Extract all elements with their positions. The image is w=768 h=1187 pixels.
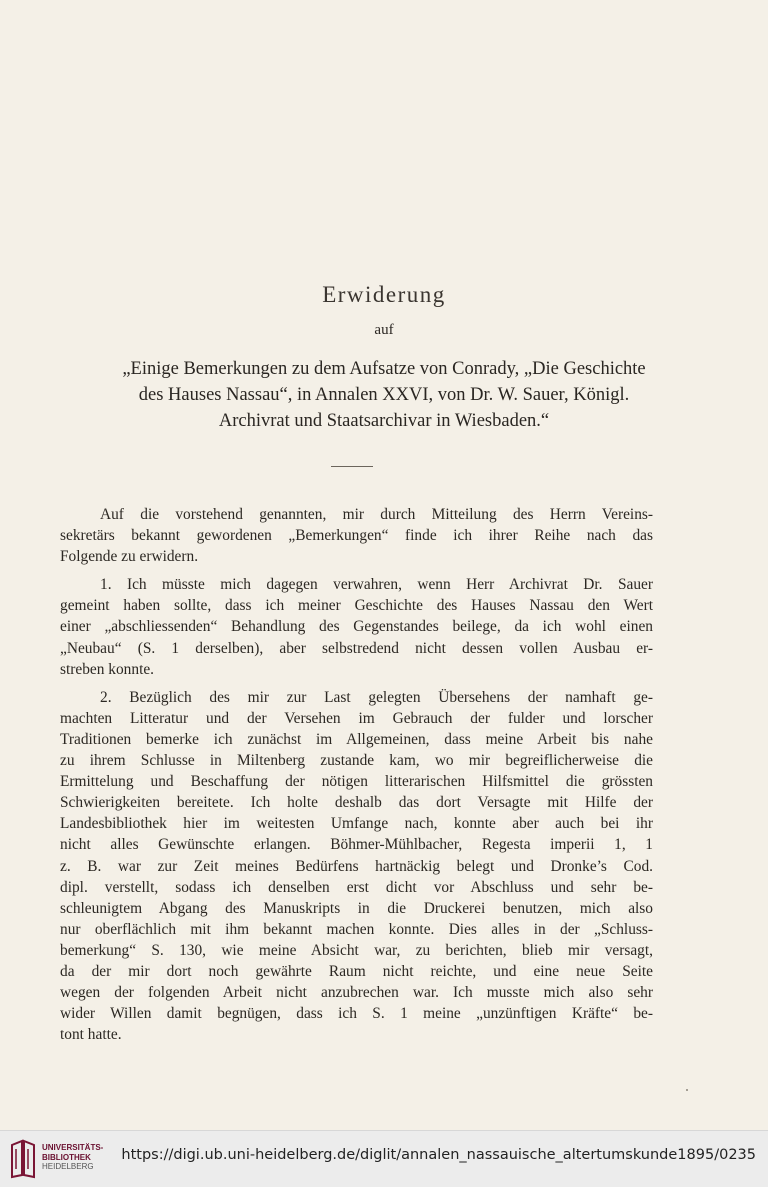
paragraph-intro (60, 504, 653, 567)
text-line: Folgende zu erwidern. (60, 548, 199, 566)
text-line: sekretärs bekannt gewordenen „Bemerkungen“ finde ich ihrer Reihe nach das (60, 527, 653, 545)
text-line: wegen der folgenden Arbeit nicht anzubrechen war. Ich musste mich also sehr (60, 984, 653, 1002)
text-line: wider Willen damit begnügen, dass ich S. 1 meine „unzünftigen Kräfte“ be- (60, 1005, 653, 1023)
body-text (60, 504, 653, 1052)
paper-speck (686, 1089, 688, 1091)
subtitle: auf (374, 322, 394, 338)
text-line: zu ihrem Schlusse in Miltenberg zustande kam, wo mir begreiflicherweise die (60, 752, 653, 770)
text-line: 1. Ich müsste mich dagegen verwahren, wenn Herr Archivrat Dr. Sauer (100, 576, 653, 594)
heading-line: Archivrat und Staatsarchivar in Wiesbaden.“ (218, 411, 550, 431)
text-line: schleunigtem Abgang des Manuskripts in die Druckerei benutzen, mich also (60, 899, 653, 917)
text-line: machten Litteratur und der Versehen im Gebrauch der fulder und lorscher (60, 709, 653, 727)
paragraph-2 (60, 687, 653, 1046)
text-line: einer „abschliessenden“ Behandlung des Gegenstandes beilege, da ich wohl einen (60, 618, 653, 636)
text-line: streben konnte. (60, 660, 155, 678)
source-url-link[interactable]: https://digi.ub.uni-heidelberg.de/diglit/annalen_nassauische_altertumskunde1895/0235 (121, 1147, 756, 1163)
text-line: bemerkung“ S. 130, wie meine Absicht war, zu berichten, blieb mir versagt, (60, 941, 653, 959)
text-line: Ermittelung und Beschaffung der nötigen litterarischen Hilfsmittel die grössten (60, 773, 653, 791)
heading-line: des Hauses Nassau“, in Annalen XXVI, von Dr. W. Sauer, Königl. (138, 385, 630, 405)
library-name-line: UNIVERSITÄTS- (42, 1143, 104, 1152)
page-title: Erwiderung (322, 282, 446, 307)
text-line: gemeint haben sollte, dass ich meiner Geschichte des Hauses Nassau den Wert (60, 597, 653, 615)
text-line: Traditionen bemerke ich zunächst im Allgemeinen, dass meine Arbeit bis nahe (60, 730, 653, 748)
reference-heading (80, 356, 688, 434)
text-line: „Neubau“ (S. 1 derselben), aber selbstredend nicht dessen vollen Ausbau er- (60, 639, 653, 657)
library-name-line: HEIDELBERG (42, 1162, 94, 1171)
text-line: da der mir dort noch gewährte Raum nicht reichte, und eine neue Seite (60, 962, 653, 980)
library-logo-icon (8, 1139, 38, 1179)
text-line: Schwierigkeiten bereitete. Ich holte deshalb das dort Versagte mit Hilfe der (60, 794, 653, 812)
paragraph-1 (60, 574, 653, 679)
text-line: dipl. verstellt, sodass ich denselben erst dicht vor Abschluss und sehr be- (60, 878, 653, 896)
library-name (42, 1143, 103, 1172)
text-line: z. B. war zur Zeit meines Bedürfens hartnäckig belegt und Dronke’s Cod. (60, 857, 653, 875)
text-line: tont hatte. (60, 1026, 122, 1044)
footer-bar (0, 1130, 768, 1187)
library-name-line: BIBLIOTHEK (42, 1152, 91, 1162)
text-line: nur oberflächlich mit ihm bekannt machen konnte. Dies alles in der „Schluss- (60, 920, 653, 938)
text-line: Landesbibliothek hier im weitesten Umfange nach, konnte aber auch bei ihr (60, 815, 653, 833)
separator-rule (331, 466, 373, 467)
heading-line: „Einige Bemerkungen zu dem Aufsatze von Conrady, „Die Geschichte (122, 359, 646, 379)
text-line: 2. Bezüglich des mir zur Last gelegten Übersehens der namhaft ge- (100, 688, 653, 706)
text-line: nicht alles Gewünschte erlangen. Böhmer-Mühlbacher, Regesta imperii 1, 1 (60, 836, 653, 854)
text-line: Auf die vorstehend genannten, mir durch Mitteilung des Herrn Vereins- (100, 506, 653, 523)
